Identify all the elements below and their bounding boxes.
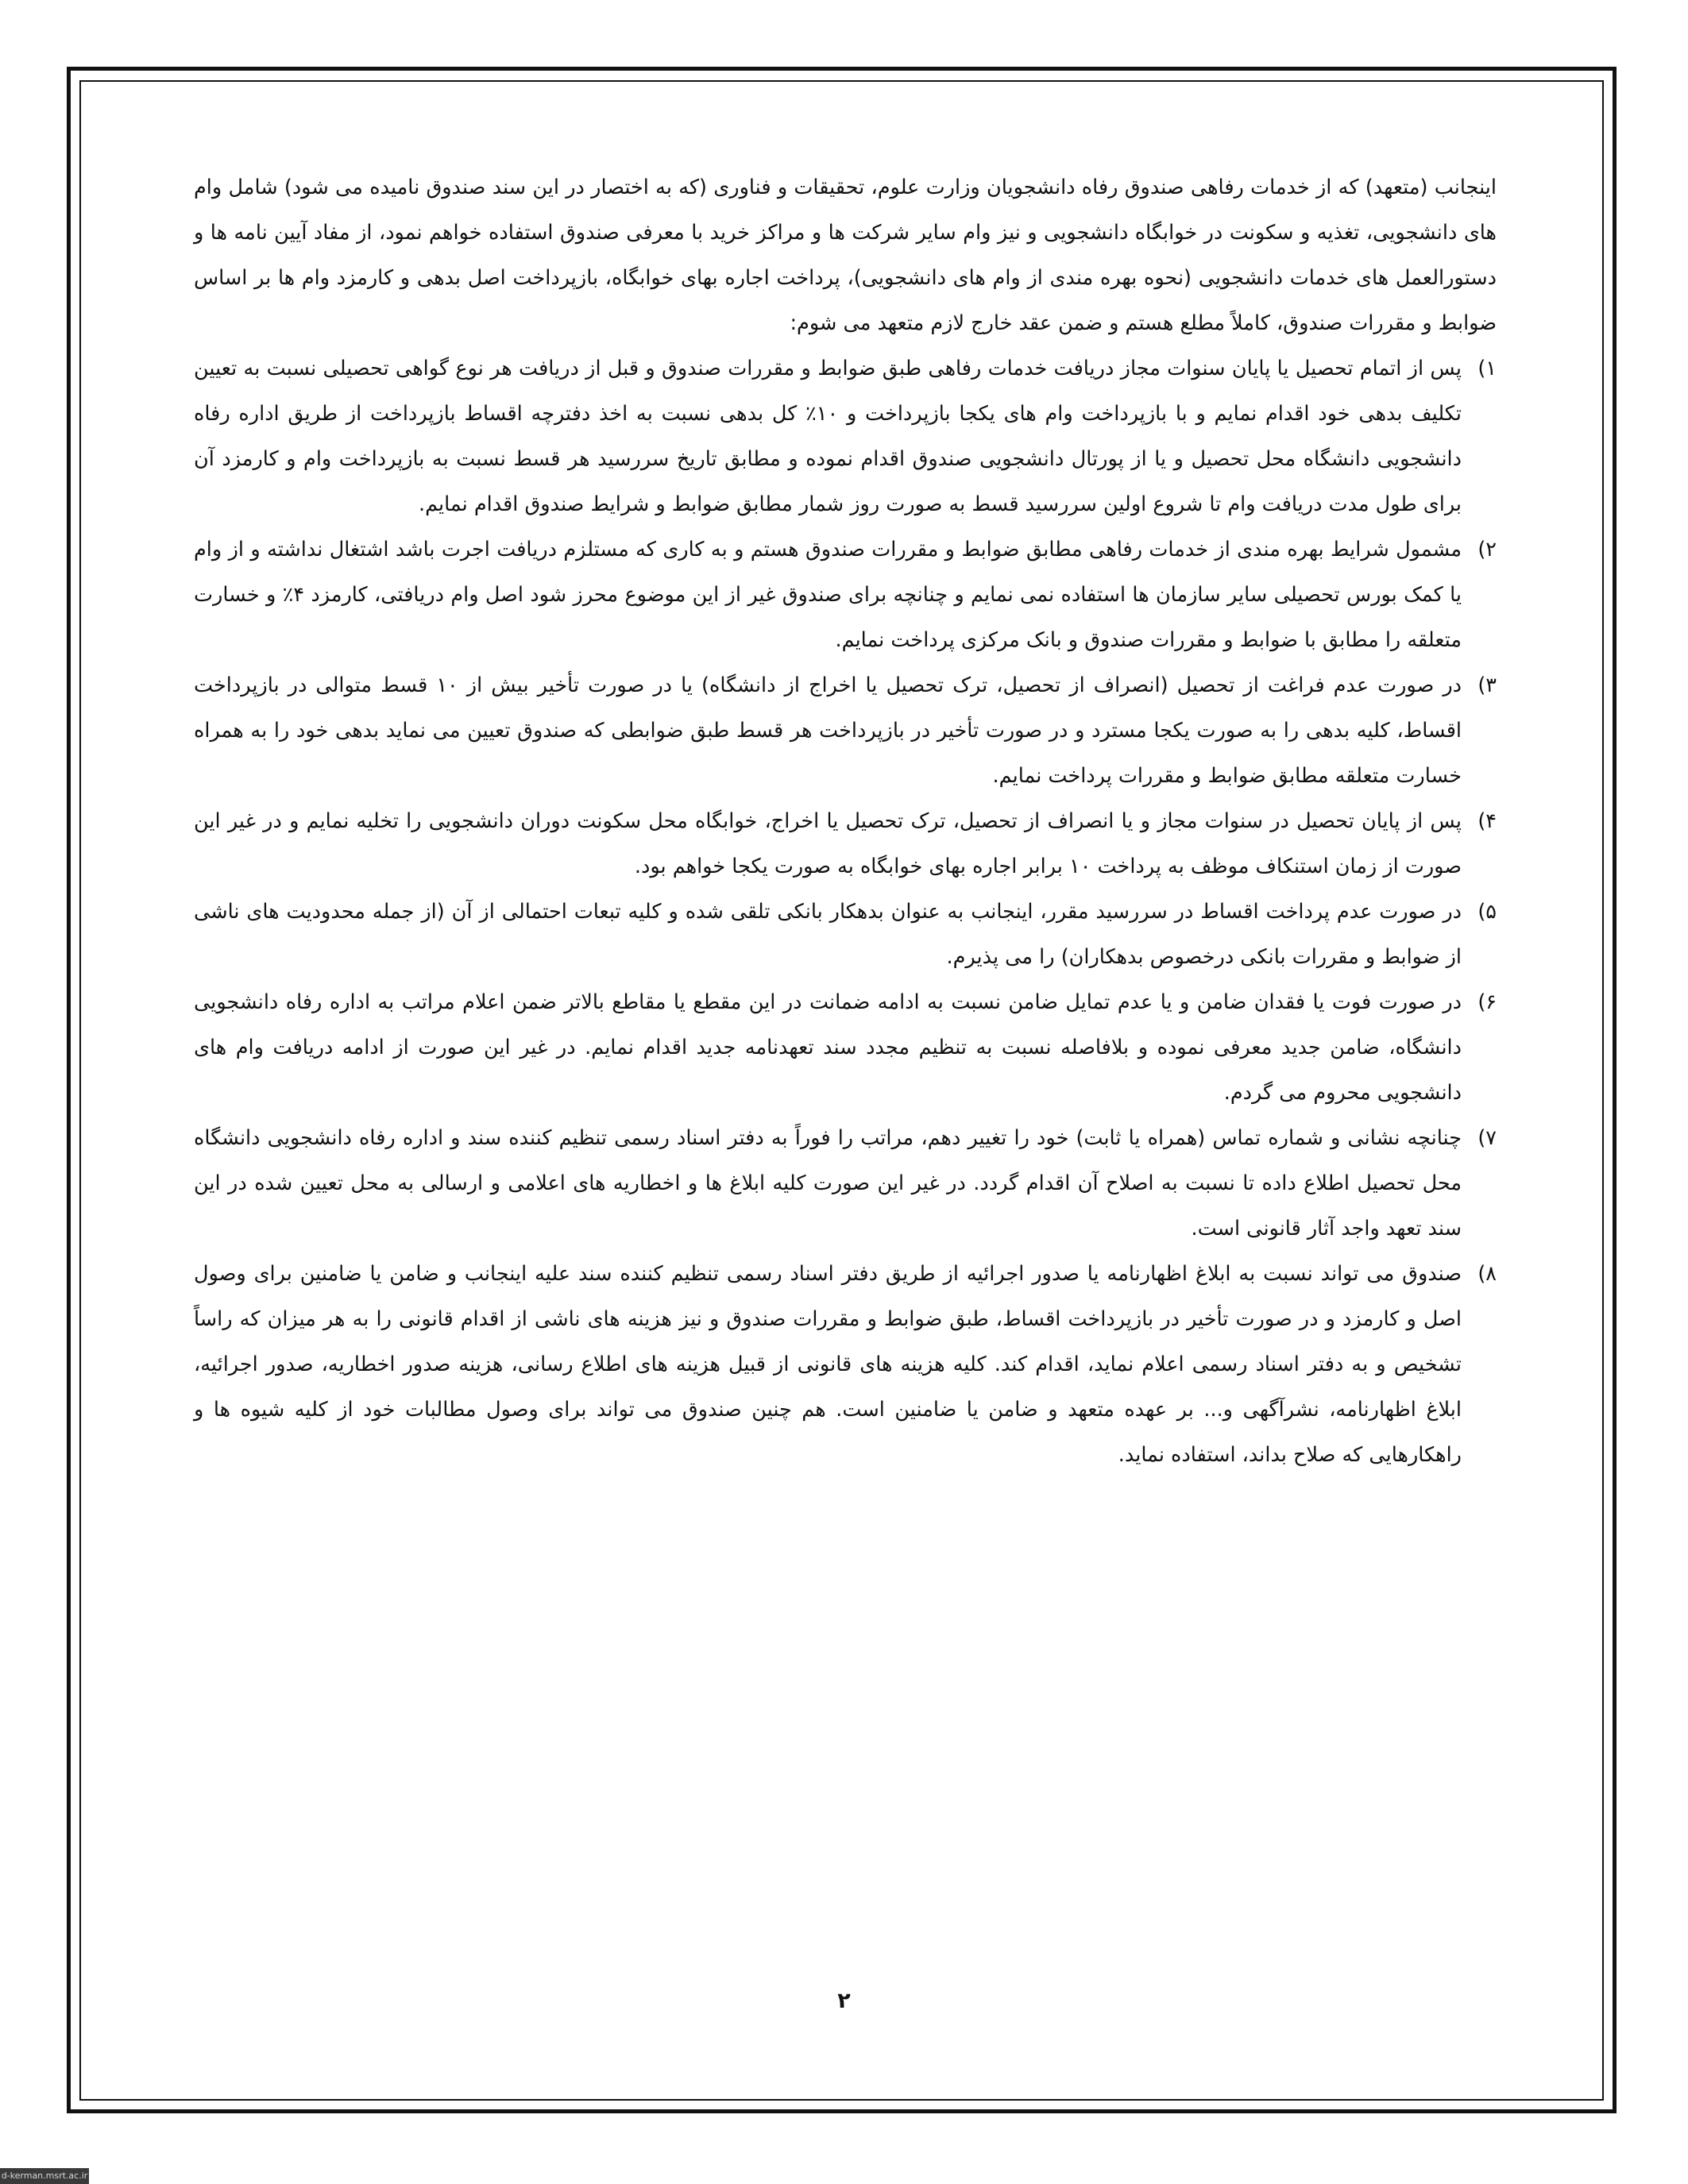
item-text: در صورت عدم پرداخت اقساط در سررسید مقرر، اینجانب به عنوان بدهکار بانکی تلقی شده و کلیه تبعات احتمالی از آن (از جمله محدودیت های ناشی از ضوابط و مقررات بانکی درخصوص بدهکاران) را می پذیرم. — [194, 900, 1462, 969]
item-number: ۳) — [1477, 673, 1497, 697]
item-number: ۷) — [1477, 1126, 1497, 1150]
item-text: چنانچه نشانی و شماره تماس (همراه یا ثابت) خود را تغییر دهم، مراتب را فوراً به دفتر اسناد رسمی تنظیم کننده سند و اداره رفاه دانشجویی دانشگاه محل تحصیل اطلاع داده تا نسبت به اصلاح آن اقدام گردد. در غیر این صورت کلیه ابلاغ ها و اخطاریه های اعلامی و ارسالی به محل تعیین شده در این سند تعهد واجد آثار قانونی است. — [194, 1126, 1462, 1241]
item-text: در صورت عدم فراغت از تحصیل (انصراف از تحصیل، ترک تحصیل یا اخراج از دانشگاه) یا در صورت تأخیر بیش از ۱۰ قسط متوالی در بازپرداخت اقساط، کلیه بدهی را به صورت یکجا مسترد و در صورت تأخیر در بازپرداخت هر قسط طبق ضوابطی که صندوق تعیین می نماید بدهی خود را به همراه خسارت متعلقه مطابق ضوابط و مقررات پرداخت نمایم. — [194, 673, 1462, 788]
page-number: ۲ — [837, 1989, 851, 2013]
item-text: پس از اتمام تحصیل یا پایان سنوات مجاز دریافت خدمات رفاهی طبق ضوابط و مقررات صندوق و قبل از دریافت هر نوع گواهی تحصیلی نسبت به تعیین تکلیف بدهی خود اقدام نمایم و با بازپرداخت وام های یکجا بازپرداخت و ۱۰٪ کل بدهی نسبت به اخذ دفترچه اقساط بازپرداخت از طریق اداره رفاه دانشجویی دانشگاه محل تحصیل و یا از پورتال دانشجویی صندوق اقدام نموده و مطابق تاریخ سررسید هر قسط نسبت به بازپرداخت وام و کارمزد آن برای طول مدت دریافت وام تا شروع اولین سررسید قسط به صورت روز شمار مطابق ضوابط و شرایط صندوق اقدام نمایم. — [194, 357, 1462, 516]
commitment-item-7 — [194, 1116, 1497, 1252]
commitment-item-8 — [194, 1252, 1497, 1478]
item-number: ۲) — [1477, 538, 1497, 561]
commitment-item-5 — [194, 889, 1497, 980]
item-number: ۱) — [1477, 357, 1497, 380]
site-url-badge: d-kerman.msrt.ac.ir — [0, 2168, 89, 2184]
item-number: ۵) — [1477, 900, 1497, 924]
item-text: در صورت فوت یا فقدان ضامن و یا عدم تمایل ضامن نسبت به ادامه ضمانت در این مقطع یا مقاطع بالاتر ضمن اعلام مراتب به اداره رفاه دانشجویی دانشگاه، ضامن جدید معرفی نموده و بلافاصله نسبت به تنظیم مجدد سند تعهدنامه جدید اقدام نمایم. در غیر این صورت از ادامه دریافت وام های دانشجویی محروم می گردم. — [194, 990, 1462, 1105]
commitment-item-1 — [194, 346, 1497, 527]
document-body — [194, 165, 1497, 1478]
item-number: ۸) — [1477, 1262, 1497, 1286]
commitment-item-3 — [194, 663, 1497, 799]
intro-paragraph: اینجانب (متعهد) که از خدمات رفاهی صندوق رفاه دانشجویان وزارت علوم، تحقیقات و فناوری (که به اختصار در این سند صندوق نامیده می شود) شامل وام های دانشجویی، تغذیه و سکونت در خوابگاه دانشجویی و نیز وام سایر شرکت ها و مراکز خرید با معرفی صندوق استفاده خواهم نمود، از مفاد آیین نامه ها و دستورالعمل های خدمات دانشجویی (نحوه بهره مندی از وام های دانشجویی)، پرداخت اجاره بهای خوابگاه، بازپرداخت اصل بدهی و کارمزد وام ها بر اساس ضوابط و مقررات صندوق، کاملاً مطلع هستم و ضمن عقد خارج لازم متعهد می شوم: — [194, 176, 1497, 335]
commitment-list — [194, 346, 1497, 1478]
item-number: ۴) — [1477, 809, 1497, 833]
item-text: پس از پایان تحصیل در سنوات مجاز و یا انصراف از تحصیل، ترک تحصیل یا اخراج، خوابگاه محل سکونت دوران دانشجویی را تخلیه نمایم و در غیر این صورت از زمان استنکاف موظف به پرداخت ۱۰ برابر اجاره بهای خوابگاه به صورت یکجا خواهم بود. — [194, 809, 1462, 878]
commitment-item-6 — [194, 980, 1497, 1116]
commitment-item-4 — [194, 799, 1497, 889]
item-text: صندوق می تواند نسبت به ابلاغ اظهارنامه یا صدور اجرائیه از طریق دفتر اسناد رسمی تنظیم کننده سند علیه اینجانب و ضامن یا ضامنین برای وصول اصل و کارمزد و در صورت تأخیر در بازپرداخت اقساط، طبق ضوابط و مقررات صندوق و نیز هزینه های ناشی از اقدام قانونی را به هر میزان که راساً تشخیص و به دفتر اسناد رسمی اعلام نماید، اقدام کند. کلیه هزینه های قانونی از قبیل هزینه های اطلاع رسانی، هزینه صدور اخطاریه، صدور اجرائیه، ابلاغ اظهارنامه، نشرآگهی و... بر عهده متعهد و ضامن یا ضامنین است. هم چنین صندوق می تواند برای وصول مطالبات خود از کلیه شیوه ها و راهکارهایی که صلاح بداند، استفاده نماید. — [194, 1262, 1462, 1467]
commitment-item-2 — [194, 527, 1497, 663]
item-number: ۶) — [1477, 990, 1497, 1014]
item-text: مشمول شرایط بهره مندی از خدمات رفاهی مطابق ضوابط و مقررات صندوق هستم و به کاری که مستلزم دریافت اجرت باشد اشتغال نداشته و از وام یا کمک بورس تحصیلی سایر سازمان ها استفاده نمی نمایم و چنانچه برای صندوق غیر از این موضوع محرز شود اصل وام دریافتی، کارمزد ۴٪ و خسارت متعلقه را مطابق با ضوابط و مقررات صندوق و بانک مرکزی پرداخت نمایم. — [194, 538, 1462, 652]
